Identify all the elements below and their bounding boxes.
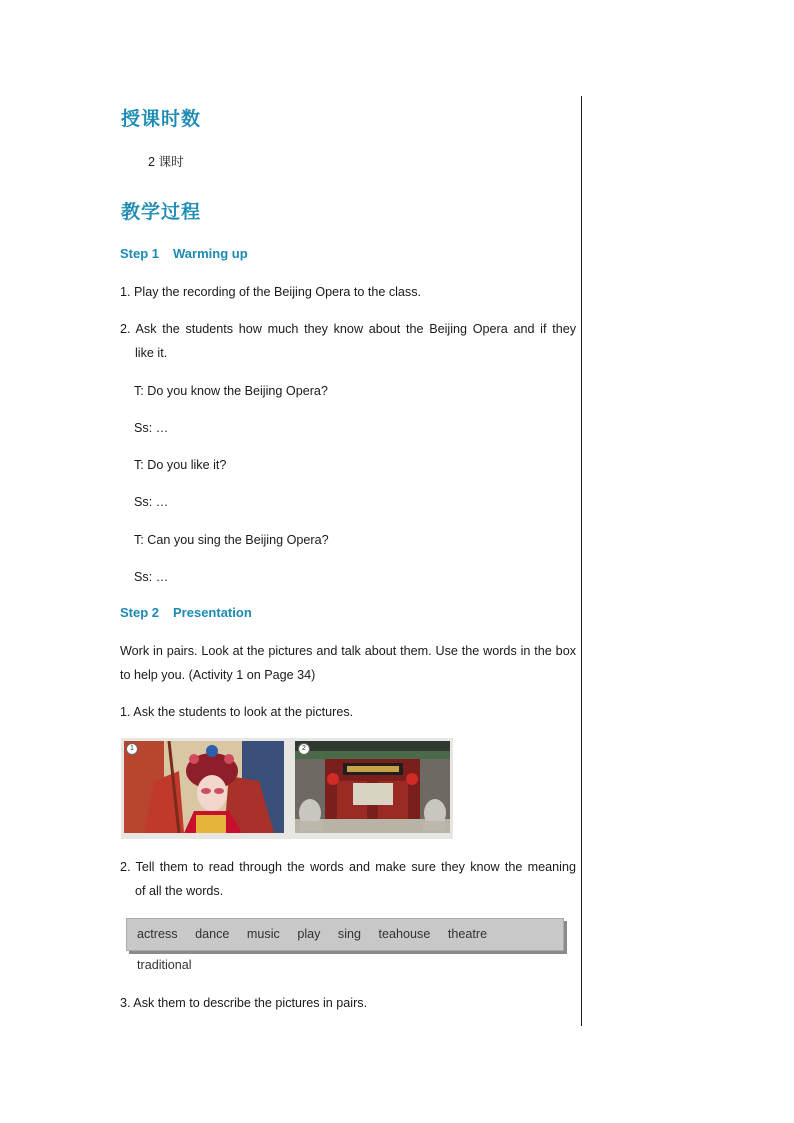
dialogue-line: T: Do you like it?: [134, 458, 227, 472]
step2-item2-line1: 2. Tell them to read through the words and make sure they know the meaning: [120, 860, 576, 874]
dialogue-line: T: Can you sing the Beijing Opera?: [134, 533, 329, 547]
word-item: sing: [337, 927, 362, 941]
word-item: dance: [195, 927, 230, 941]
word-item: traditional: [137, 958, 192, 972]
teahouse-image: [295, 741, 450, 833]
word-item: music: [246, 927, 280, 941]
dialogue-line: Ss: …: [134, 421, 169, 435]
dialogue-line: T: Do you know the Beijing Opera?: [134, 384, 328, 398]
step1-item2-line1: 2. Ask the students how much they know about the Beijing Opera and if they: [120, 322, 576, 336]
step1-heading: [120, 246, 248, 261]
beijing-opera-actress-image: [124, 741, 284, 833]
step1-item2-line2: like it.: [135, 346, 168, 360]
teaching-hours-value: 2 课时: [148, 155, 184, 169]
heading-teaching-process: 教学过程: [121, 202, 202, 223]
word-item: actress: [137, 927, 178, 941]
picture-number-1: 1: [126, 743, 138, 755]
step2-item3: 3. Ask them to describe the pictures in pairs.: [120, 996, 368, 1010]
step2-intro: Work in pairs. Look at the pictures and talk about them. Use the words in the box to help you. (Activity 1 on Page 34): [120, 644, 576, 682]
picture-number-2: 2: [298, 743, 310, 755]
step1-label: Step 1: [120, 246, 160, 261]
dialogue-line: Ss: …: [134, 495, 169, 509]
activity-pictures: [121, 738, 453, 839]
step2-heading: [120, 605, 252, 620]
word-item: play: [297, 927, 321, 941]
page-margin-line: [581, 96, 582, 1026]
step2-item2-line2: of all the words.: [135, 884, 224, 898]
step2-item1: 1. Ask the students to look at the pictures.: [120, 705, 354, 719]
step1-item1: 1. Play the recording of the Beijing Opera to the class.: [120, 285, 422, 299]
word-box: [126, 918, 564, 972]
step2-label: Step 2: [120, 605, 160, 620]
step1-title: Warming up: [173, 246, 248, 261]
step2-title: Presentation: [173, 605, 252, 620]
word-item: theatre: [447, 927, 488, 941]
word-item: teahouse: [378, 927, 431, 941]
heading-teaching-hours: 授课时数: [121, 109, 202, 130]
dialogue-line: Ss: …: [134, 570, 169, 584]
